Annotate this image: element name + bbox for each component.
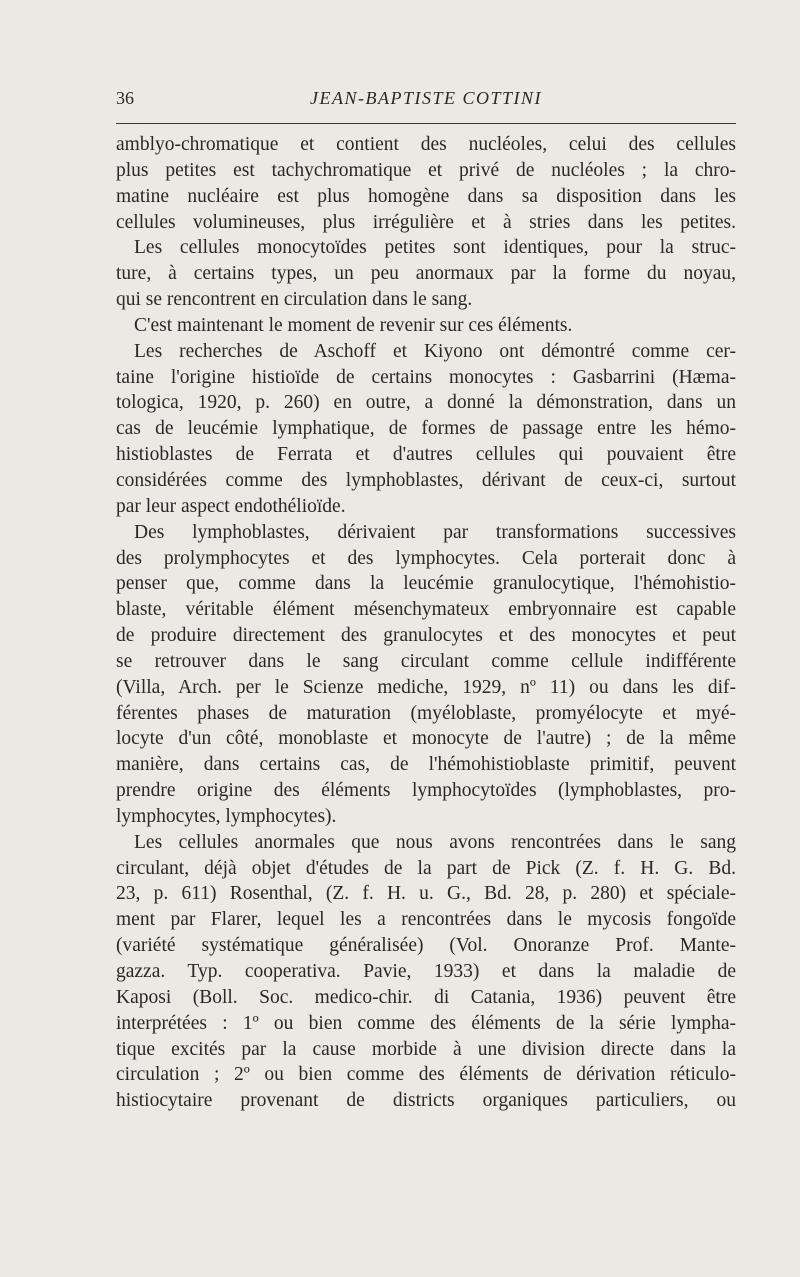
text-line: Les cellules anormales que nous avons rencontrées dans le sang [134,831,736,853]
text-line: tologica, 1920, p. 260) en outre, a donné la démonstration, dans un [116,392,736,414]
text-line: férentes phases de maturation (myéloblaste, promyélocyte et myé- [116,702,736,724]
text-line: locyte d'un côté, monoblaste et monocyte de l'autre) ; de la même [116,728,736,750]
text-line: taine l'origine histioïde de certains monocytes : Gasbarrini (Hæma- [116,366,736,388]
text-line: cellules volumineuses, plus irrégulière et à stries dans les petites. [116,211,736,233]
text-line: (variété systématique généralisée) (Vol. Onoranze Prof. Mante- [116,935,736,957]
text-line: interprétées : 1º ou bien comme des éléments de la série lympha- [116,1012,736,1034]
text-line: considérées comme des lymphoblastes, dérivant de ceux-ci, surtout [116,469,736,491]
body-text [116,132,736,1114]
text-line: penser que, comme dans la leucémie granulocytique, l'hémohistio- [116,573,736,595]
text-line: manière, dans certains cas, de l'hémohistioblaste primitif, peuvent [116,754,736,776]
text-line: Les cellules monocytoïdes petites sont identiques, pour la struc- [134,237,736,259]
text-line: gazza. Typ. cooperativa. Pavie, 1933) et dans la maladie de [116,961,736,982]
text-line: ment par Flarer, lequel les a rencontrées dans le mycosis fongoïde [116,909,736,931]
text-line: circulant, déjà objet d'études de la part de Pick (Z. f. H. G. Bd. [116,857,736,879]
text-line: amblyo-chromatique et contient des nucléoles, celui des cellules [116,134,736,155]
text-line: qui se rencontrent en circulation dans le sang. [116,289,473,311]
text-line: tique excités par la cause morbide à une division directe dans la [116,1038,736,1060]
text-line: C'est maintenant le moment de revenir sur ces éléments. [134,314,573,336]
text-line: 23, p. 611) Rosenthal, (Z. f. H. u. G., Bd. 28, p. 280) et spéciale- [116,883,736,905]
text-line: blaste, véritable élément mésenchymateux embryonnaire est capable [116,599,736,621]
text-line: plus petites est tachychromatique et privé de nucléoles ; la chro- [116,159,736,181]
text-line: lymphocytes, lymphocytes). [116,805,337,827]
header-rule [116,123,736,124]
text-line: Kaposi (Boll. Soc. medico-chir. di Catania, 1936) peuvent être [116,986,736,1008]
text-line: se retrouver dans le sang circulant comme cellule indifférente [116,650,736,672]
text-line: histiocytaire provenant de districts organiques particuliers, ou [116,1090,736,1112]
page-number: 36 [116,88,134,108]
running-head: JEAN-BAPTISTE COTTINI [310,88,542,108]
text-line: Les recherches de Aschoff et Kiyono ont démontré comme cer- [134,340,736,362]
text-line: ture, à certains types, un peu anormaux par la forme du noyau, [116,263,736,285]
text-line: par leur aspect endothélioïde. [116,495,346,517]
text-line: Des lymphoblastes, dérivaient par transformations successives [134,521,736,543]
text-line: circulation ; 2º ou bien comme des éléments de dérivation réticulo- [116,1064,736,1086]
text-line: de produire directement des granulocytes et des monocytes et peut [116,625,736,647]
text-line: prendre origine des éléments lymphocytoïdes (lymphoblastes, pro- [116,780,736,802]
text-line: (Villa, Arch. per le Scienze mediche, 1929, nº 11) ou dans les dif- [116,676,736,698]
text-line: des prolymphocytes et des lymphocytes. Cela porterait donc à [116,547,736,569]
page-header [116,88,736,114]
text-line: cas de leucémie lymphatique, de formes de passage entre les hémo- [116,418,736,440]
text-line: matine nucléaire est plus homogène dans sa disposition dans les [116,185,736,207]
text-line: histioblastes de Ferrata et d'autres cellules qui pouvaient être [116,444,736,466]
